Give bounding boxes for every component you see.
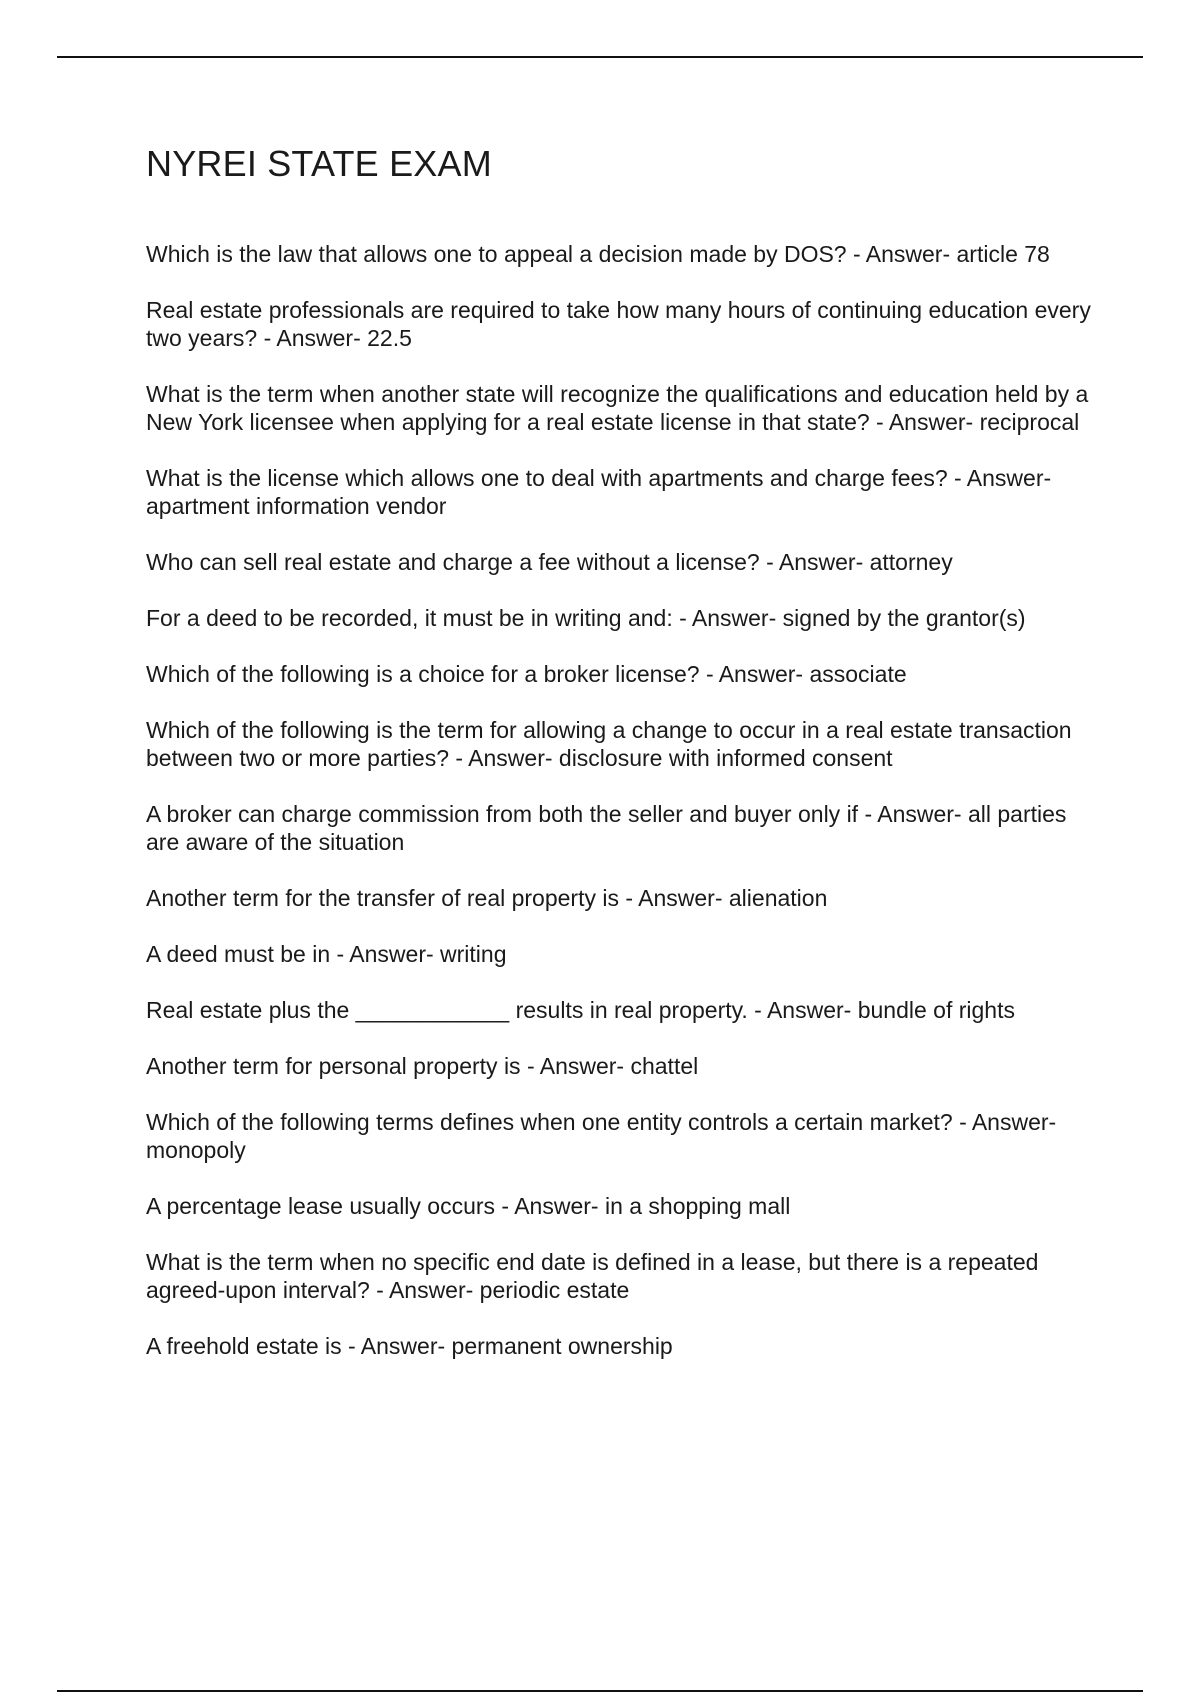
qa-item: What is the term when no specific end date is defined in a lease, but there is a repeated agreed-upon interval? - Answer- periodic estate (146, 1249, 1039, 1303)
qa-item: For a deed to be recorded, it must be in writing and: - Answer- signed by the grantor(s) (146, 605, 1026, 631)
document-title: NYREI STATE EXAM (146, 143, 492, 184)
bottom-divider (57, 1690, 1143, 1692)
qa-item: Another term for personal property is - Answer- chattel (146, 1053, 699, 1079)
qa-item: Which is the law that allows one to appeal a decision made by DOS? - Answer- article 78 (146, 241, 1050, 267)
qa-item: A percentage lease usually occurs - Answer- in a shopping mall (146, 1193, 791, 1219)
qa-item: Real estate professionals are required to take how many hours of continuing education every two years? - Answer- 22.5 (146, 297, 1091, 351)
qa-item: Which of the following terms defines when one entity controls a certain market? - Answer- monopoly (146, 1109, 1057, 1163)
qa-item: Another term for the transfer of real property is - Answer- alienation (146, 885, 828, 911)
top-divider (57, 56, 1143, 58)
qa-item: What is the term when another state will recognize the qualifications and education held by a New York licensee when applying for a real estate license in that state? - Answer- reciprocal (146, 381, 1089, 435)
qa-item: What is the license which allows one to deal with apartments and charge fees? - Answer- apartment information vendor (146, 465, 1052, 519)
document-body (146, 140, 1096, 1388)
qa-list (146, 240, 1096, 1360)
qa-item: A broker can charge commission from both the seller and buyer only if - Answer- all parties are aware of the situation (146, 801, 1067, 855)
qa-item: A freehold estate is - Answer- permanent ownership (146, 1333, 673, 1359)
qa-item: Which of the following is a choice for a broker license? - Answer- associate (146, 661, 907, 687)
qa-item: A deed must be in - Answer- writing (146, 941, 507, 967)
qa-item: Who can sell real estate and charge a fee without a license? - Answer- attorney (146, 549, 953, 575)
qa-item: Real estate plus the ____________ results in real property. - Answer- bundle of rights (146, 997, 1015, 1023)
qa-item: Which of the following is the term for allowing a change to occur in a real estate transaction between two or more parties? - Answer- disclosure with informed consent (146, 717, 1072, 771)
